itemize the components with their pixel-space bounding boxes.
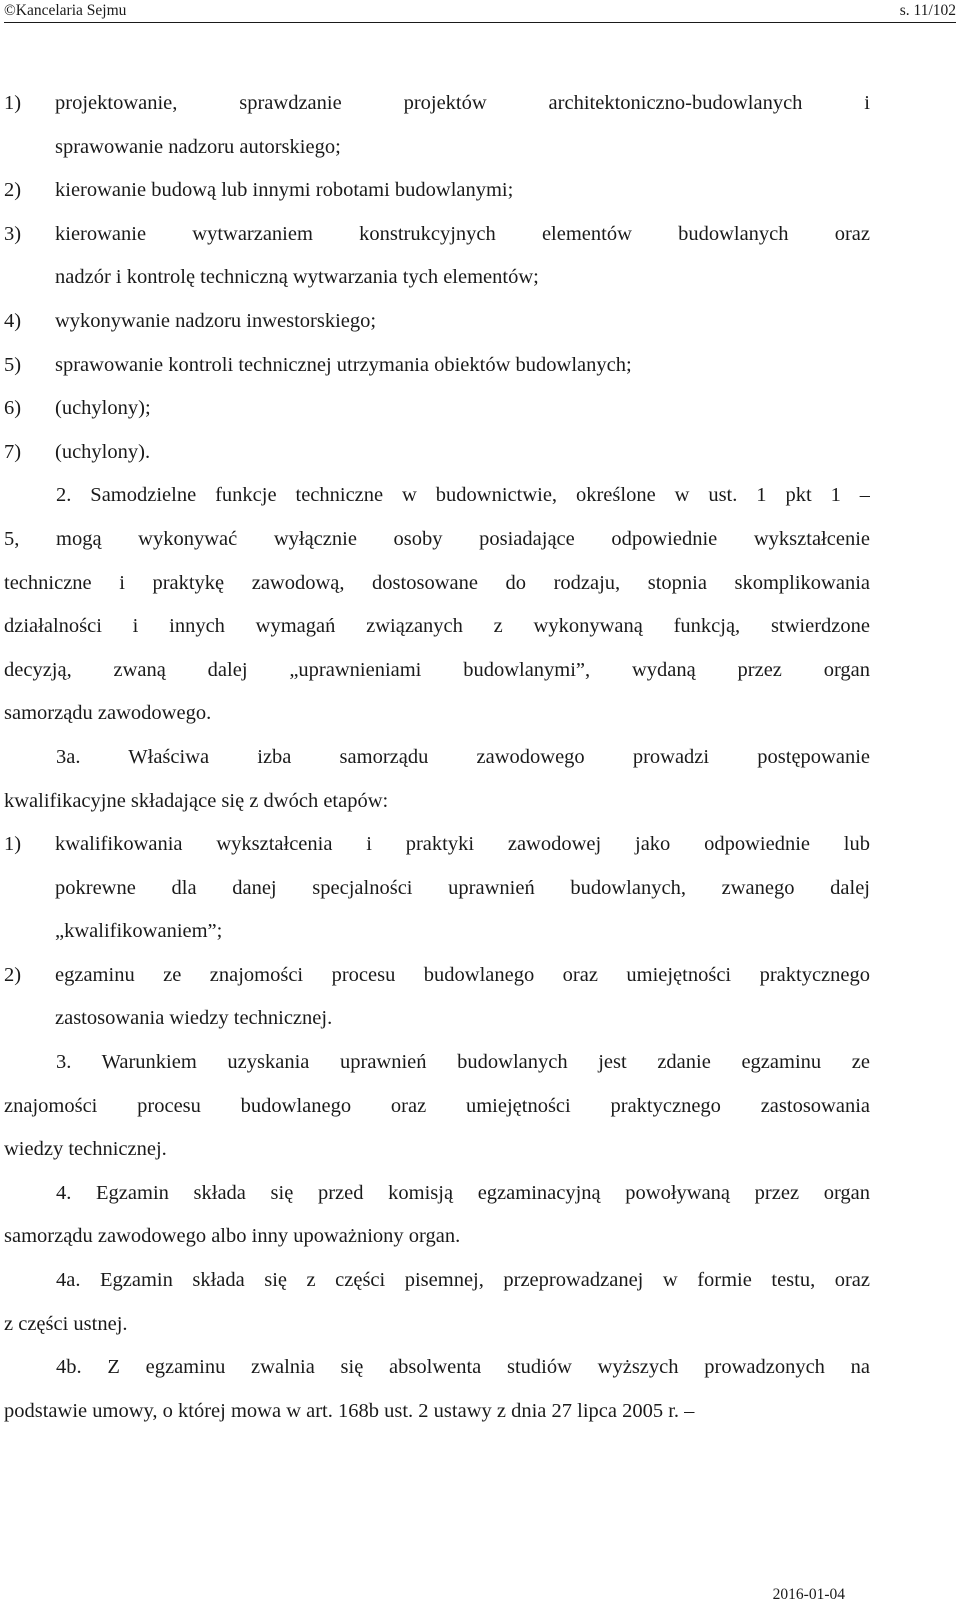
paragraph-line: techniczne i praktykę zawodową, dostosowane do rodzaju, stopnia skomplikowania	[4, 571, 870, 594]
list-number: 1)	[4, 833, 22, 856]
document-body	[4, 82, 870, 1433]
list-continuation: nadzór i kontrolę techniczną wytwarzania tych elementów;	[55, 266, 539, 289]
paragraph-number: 4.	[56, 1181, 72, 1204]
list-text: kierowanie wytwarzaniem konstrukcyjnych elementów budowlanych oraz	[55, 222, 870, 245]
list-text: wykonywanie nadzoru inwestorskiego;	[55, 309, 377, 332]
list-text: egzaminu ze znajomości procesu budowlanego oraz umiejętności praktycznego	[55, 963, 870, 986]
list-item	[4, 431, 870, 475]
list-item	[4, 300, 870, 344]
list-continuation: sprawowanie nadzoru autorskiego;	[55, 135, 341, 158]
list-number: 3)	[4, 222, 22, 245]
list-text: (uchylony);	[55, 397, 151, 420]
list-number: 5)	[4, 353, 22, 376]
list-item	[4, 823, 870, 867]
paragraph-line: kwalifikacyjne składające się z dwóch etapów:	[4, 789, 389, 812]
document-date: 2016-01-04	[772, 1586, 845, 1603]
list-continuation: zastosowania wiedzy technicznej.	[55, 1007, 333, 1030]
list-item	[4, 213, 870, 257]
paragraph-number: 4a.	[56, 1269, 81, 1292]
list-text: kwalifikowania wykształcenia i praktyki zawodowej jako odpowiednie lub	[55, 833, 870, 856]
paragraph-line: podstawie umowy, o której mowa w art. 168b ust. 2 ustawy z dnia 27 lipca 2005 r. –	[4, 1399, 695, 1422]
paragraph-text: Z egzaminu zwalnia się absolwenta studiów wyższych prowadzonych na	[107, 1356, 870, 1379]
paragraph-line: znajomości procesu budowlanego oraz umiejętności praktycznego zastosowania	[4, 1094, 870, 1117]
paragraph-number: 3.	[56, 1051, 72, 1074]
list-item	[4, 344, 870, 388]
paragraph-number: 4b.	[56, 1356, 82, 1379]
paragraph-line: samorządu zawodowego.	[4, 702, 212, 725]
list-number: 6)	[4, 397, 22, 420]
list-item	[4, 387, 870, 431]
paragraph-text: Egzamin składa się przed komisją egzaminacyjną powoływaną przez organ	[96, 1181, 870, 1204]
paragraph-number: 3a.	[56, 745, 81, 768]
list-number: 2)	[4, 963, 22, 986]
list-text: projektowanie, sprawdzanie projektów architektoniczno-budowlanych i	[55, 92, 870, 114]
paragraph-text: Właściwa izba samorządu zawodowego prowadzi postępowanie	[128, 745, 870, 768]
list-text: kierowanie budową lub innymi robotami budowlanymi;	[55, 179, 514, 202]
paragraph-line	[4, 1172, 870, 1216]
list-number: 2)	[4, 179, 22, 202]
paragraph-line	[4, 736, 870, 780]
page-number: s. 11/102	[899, 2, 956, 19]
paragraph-text: Warunkiem uzyskania uprawnień budowlanych jest zdanie egzaminu ze	[101, 1051, 870, 1074]
paragraph-line: wiedzy technicznej.	[4, 1138, 167, 1161]
list-continuation: pokrewne dla danej specjalności uprawnień budowlanych, zwanego dalej	[55, 876, 870, 899]
list-text: (uchylony).	[55, 440, 151, 463]
list-number: 4)	[4, 309, 22, 332]
paragraph-line: samorządu zawodowego albo inny upoważniony organ.	[4, 1225, 461, 1248]
list-text: sprawowanie kontroli technicznej utrzymania obiektów budowlanych;	[55, 353, 632, 376]
list-number: 1)	[4, 92, 22, 114]
list-item	[4, 169, 870, 213]
list-item	[4, 954, 870, 998]
paragraph-line	[4, 1346, 870, 1390]
paragraph-line: 2. Samodzielne funkcje techniczne w budownictwie, określone w ust. 1 pkt 1 –	[56, 484, 870, 507]
list-number: 7)	[4, 440, 22, 463]
paragraph-text: Egzamin składa się z części pisemnej, przeprowadzanej w formie testu, oraz	[100, 1269, 870, 1292]
copyright-label: ©Kancelaria Sejmu	[4, 2, 127, 19]
header-divider	[4, 22, 956, 23]
list-item	[4, 82, 870, 126]
paragraph-line: działalności i innych wymagań związanych z wykonywaną funkcją, stwierdzone	[4, 615, 870, 638]
paragraph-line: decyzją, zwaną dalej „uprawnieniami budowlanymi”, wydaną przez organ	[4, 658, 870, 681]
paragraph-line	[4, 1041, 870, 1085]
list-continuation: „kwalifikowaniem”;	[55, 920, 223, 943]
paragraph-line: z części ustnej.	[4, 1312, 128, 1335]
paragraph-line	[4, 1259, 870, 1303]
paragraph-line: 5, mogą wykonywać wyłącznie osoby posiadające odpowiednie wykształcenie	[4, 527, 870, 550]
